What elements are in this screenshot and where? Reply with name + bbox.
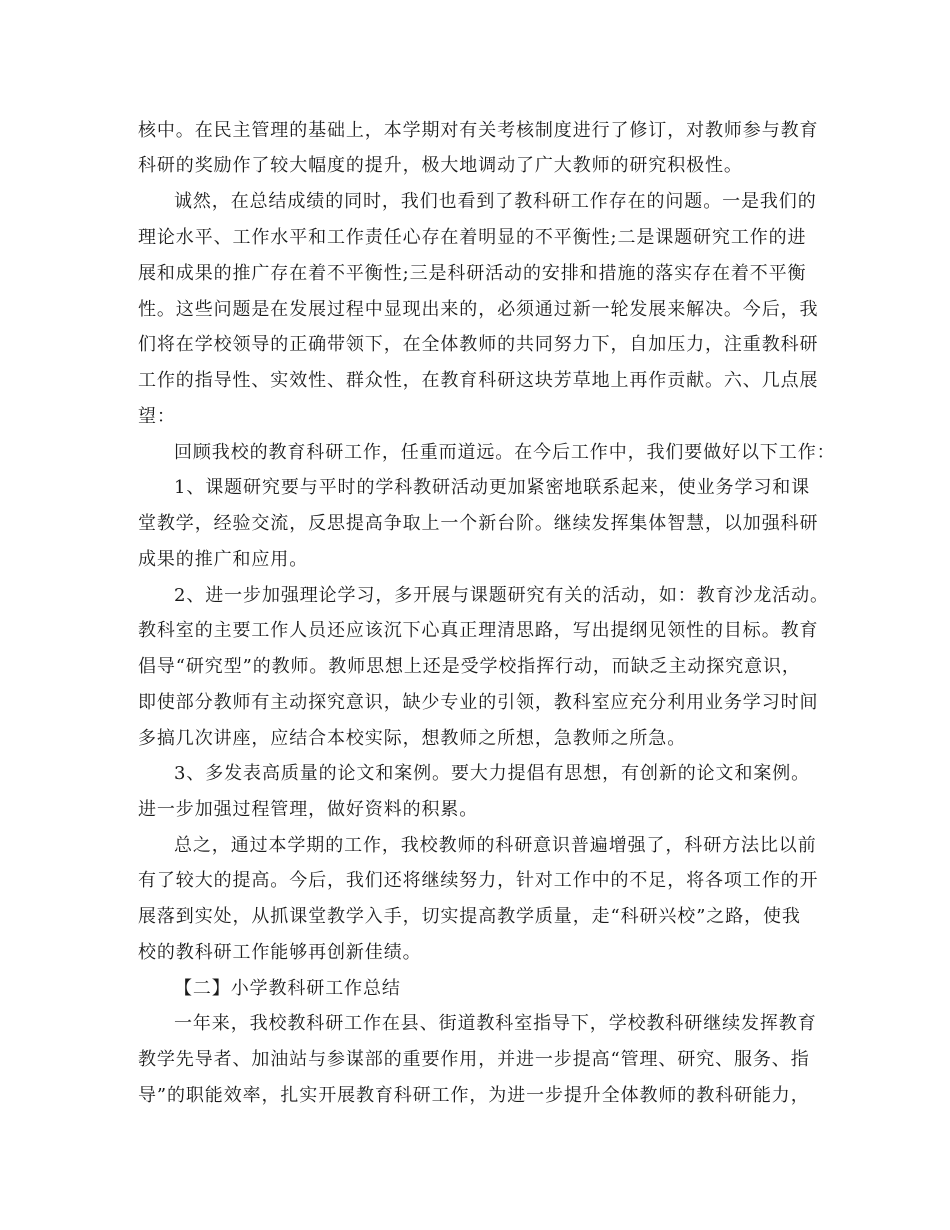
text-line: 堂教学，经验交流，反思提高争取上一个新台阶。继续发挥集体智慧，以加强科研: [138, 513, 819, 534]
text-line: 2、进一步加强理论学习，多开展与课题研究有关的活动，如：教育沙龙活动。: [174, 585, 829, 606]
text-line: 展落到实处，从抓课堂教学入手，切实提高教学质量，走“科研兴校”之路，使我: [138, 906, 801, 927]
text-line: 展和成果的推广存在着不平衡性;三是科研活动的安排和措施的落实存在着不平衡: [138, 263, 807, 284]
text-line: 倡导“研究型”的教师。教师思想上还是受学校指挥行动，而缺乏主动探究意识，: [138, 656, 801, 677]
text-line: 导”的职能效率，扎实开展教育科研工作，为进一步提升全体教师的教科研能力，: [138, 1085, 810, 1106]
text-line: 教科室的主要工作人员还应该沉下心真正理清思路，写出提纲见领性的目标。教育: [138, 620, 819, 641]
text-line: 即使部分教师有主动探究意识，缺少专业的引领，教科室应充分利用业务学习时间: [138, 692, 819, 713]
text-line: 回顾我校的教育科研工作，任重而道远。在今后工作中，我们要做好以下工作：: [174, 442, 836, 463]
text-line: 性。这些问题是在发展过程中显现出来的，必须通过新一轮发展来解决。今后，我: [138, 299, 819, 320]
text-line: 工作的指导性、实效性、群众性，在教育科研这块芳草地上再作贡献。六、几点展: [138, 370, 819, 391]
text-line: 成果的推广和应用。: [138, 549, 309, 570]
text-line: 科研的奖励作了较大幅度的提升，极大地调动了广大教师的研究积极性。: [138, 155, 743, 176]
section-heading: 【二】小学教科研工作总结: [174, 978, 401, 999]
text-line: 3、多发表高质量的论文和案例。要大力提倡有思想，有创新的论文和案例。: [174, 763, 811, 784]
text-line: 理论水平、工作水平和工作责任心存在着明显的不平衡性;二是课题研究工作的进: [138, 227, 807, 248]
text-line: 有了较大的提高。今后，我们还将继续努力，针对工作中的不足，将各项工作的开: [138, 870, 819, 891]
text-line: 教学先导者、加油站与参谋部的重要作用，并进一步提高“管理、研究、服务、指: [138, 1049, 810, 1070]
text-line: 1、课题研究要与平时的学科教研活动更加紧密地联系起来，使业务学习和课: [174, 477, 811, 498]
text-line: 诚然，在总结成绩的同时，我们也看到了教科研工作存在的问题。一是我们的: [174, 191, 817, 212]
text-line: 多搞几次讲座，应结合本校实际，想教师之所想，急教师之所急。: [138, 728, 687, 749]
text-line: 们将在学校领导的正确带领下，在全体教师的共同努力下，自加压力，注重教科研: [138, 334, 819, 355]
text-line: 一年来，我校教科研工作在县、街道教科室指导下，学校教科研继续发挥教育: [174, 1013, 817, 1034]
text-line: 进一步加强过程管理，做好资料的积累。: [138, 799, 479, 820]
text-line: 核中。在民主管理的基础上，本学期对有关考核制度进行了修订，对教师参与教育: [138, 120, 819, 141]
text-line: 望：: [138, 406, 176, 427]
text-line: 校的教科研工作能够再创新佳绩。: [138, 942, 422, 963]
text-line: 总之，通过本学期的工作，我校教师的科研意识普遍增强了，科研方法比以前: [174, 835, 817, 856]
